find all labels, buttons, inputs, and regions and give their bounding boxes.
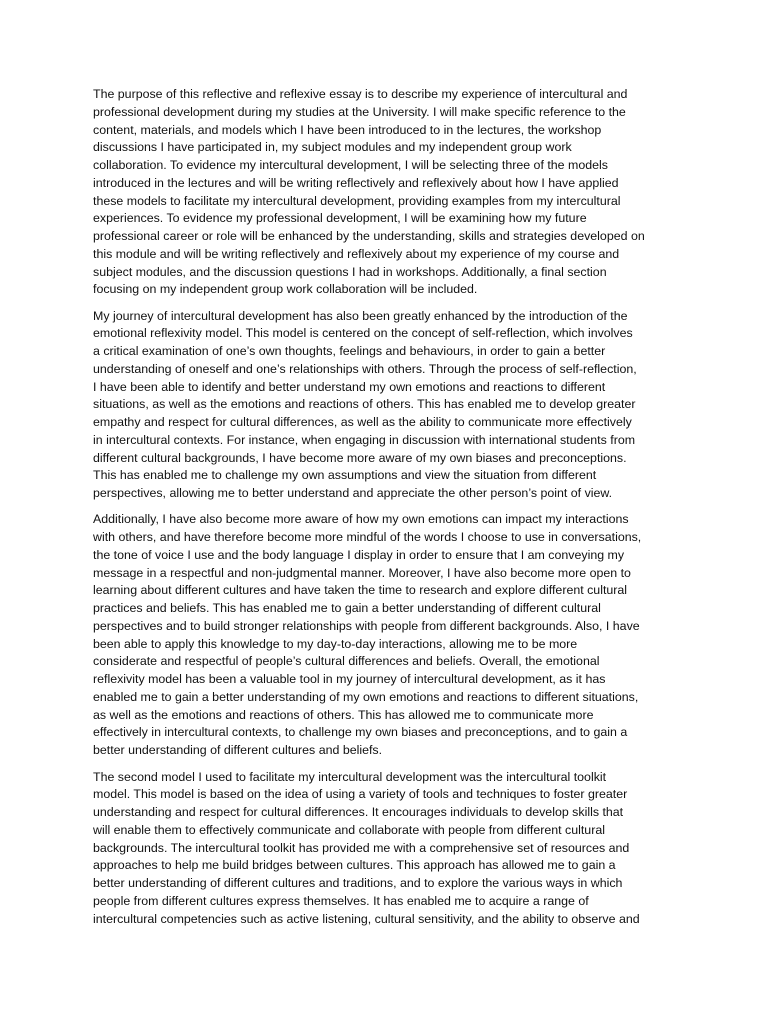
paragraph-emotional-awareness: Additionally, I have also become more aware of how my own emotions can impact my interactions with others, and have therefore become more mindful of the words I choose to use in conversations, the tone of voice I use and the body language I display in order to ensure that I am conveying my message in a respectful and non-judgmental manner. Moreover, I have also become more open to learning about different cultures and have taken the time to research and explore different cultural practices and beliefs. This has enabled me to gain a better understanding of different cultural perspectives and to build stronger relationships with people from different backgrounds. Also, I have been able to apply this knowledge to my day-to-day interactions, allowing me to be more considerate and respectful of people’s cultural differences and beliefs. Overall, the emotional reflexivity model has been a valuable tool in my journey of intercultural development, as it has enabled me to gain a better understanding of my own emotions and reactions to different situations, as well as the emotions and reactions of others. This has allowed me to communicate more effectively in intercultural contexts, to challenge my own biases and preconceptions, and to gain a better understanding of different cultures and beliefs. — [93, 512, 642, 758]
paragraph-intercultural-toolkit: The second model I used to facilitate my intercultural development was the intercultural toolkit model. This model is based on the idea of using a variety of tools and techniques to foster greater understanding and respect for cultural differences. It encourages individuals to develop skills that will enable them to effectively communicate and collaborate with people from different cultural backgrounds. The intercultural toolkit has provided me with a comprehensive set of resources and approaches to help me build bridges between cultures. This approach has allowed me to gain a better understanding of different cultures and traditions, and to explore the various ways in which people from different cultures express themselves. It has enabled me to acquire a range of intercultural competencies such as active listening, cultural sensitivity, and the ability to observe and — [93, 769, 640, 926]
document-page — [93, 86, 680, 937]
paragraph-emotional-reflexivity: My journey of intercultural development has also been greatly enhanced by the introduction of the emotional reflexivity model. This model is centered on the concept of self-reflection, which involves a critical examination of one’s own thoughts, feelings and behaviours, in order to gain a better understanding of oneself and one’s relationships with others. Through the process of self-reflection, I have been able to identify and better understand my own emotions and reactions to different situations, as well as the emotions and reactions of others. This has enabled me to develop greater empathy and respect for cultural differences, as well as the ability to communicate more effectively in intercultural contexts. For instance, when engaging in discussion with international students from different cultural backgrounds, I have become more aware of my own biases and preconceptions. This has enabled me to challenge my own assumptions and view the situation from different perspectives, allowing me to better understand and appreciate the other person’s point of view. — [93, 308, 637, 501]
paragraph-intro: The purpose of this reflective and reflexive essay is to describe my experience of intercultural and professional development during my studies at the University. I will make specific reference to the content, materials, and models which I have been introduced to in the lectures, the workshop discussions I have participated in, my subject modules and my independent group work collaboration. To evidence my intercultural development, I will be selecting three of the models introduced in the lectures and will be writing reflectively and reflexively about how I have applied these models to facilitate my intercultural development, providing examples from my intercultural experiences. To evidence my professional development, I will be examining how my future professional career or role will be enhanced by the understanding, skills and strategies developed on this module and will be writing reflectively and reflexively about my experience of my course and subject modules, and the discussion questions I had in workshops. Additionally, a final section focusing on my independent group work collaboration will be included. — [93, 87, 645, 297]
